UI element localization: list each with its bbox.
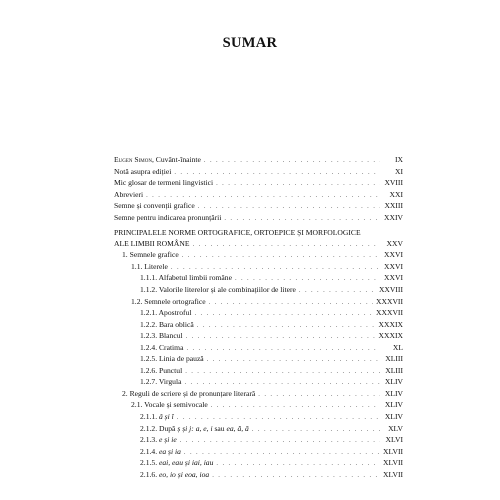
toc-entry-title: ALE LIMBII ROMÂNE <box>114 238 190 248</box>
toc-entry-page-number: XLIV <box>384 377 403 387</box>
toc-entry-page-number: XXVI <box>384 250 403 260</box>
toc-entry-author: Eugen Simon <box>114 155 152 164</box>
toc-dot-leader <box>185 367 380 378</box>
toc-entry[interactable] <box>114 178 403 190</box>
toc-dot-leader <box>193 240 380 251</box>
toc-entry[interactable] <box>114 400 403 412</box>
toc-dot-leader <box>186 332 376 343</box>
toc-entry-title: 1.1.1. Alfabetul limbii române <box>140 273 232 283</box>
toc-entry-page-number: XXIV <box>384 212 403 222</box>
toc-dot-leader <box>207 355 380 366</box>
toc-entry[interactable] <box>114 297 403 309</box>
toc-entry-title: 2. Reguli de scriere și de pronunțare literară <box>122 388 256 398</box>
toc-entry-title: 1. Semnele grafice <box>122 250 179 260</box>
toc-entry-page-number: XXXVII <box>376 296 403 306</box>
toc-dot-leader <box>224 214 380 225</box>
toc-entry-page-number: XLVII <box>383 469 403 479</box>
toc-entry[interactable] <box>114 320 403 332</box>
toc-entry-title: Semne pentru indicarea pronunțării <box>114 212 222 222</box>
toc-entry-page-number: XLIV <box>384 400 403 410</box>
toc-dot-leader <box>252 425 380 436</box>
toc-dot-leader <box>180 436 380 447</box>
toc-entry-title: Notă asupra ediției <box>114 166 172 176</box>
toc-dot-leader <box>182 251 380 262</box>
toc-entry-page-number: XXXIX <box>378 319 403 329</box>
toc-entry-title: Semne și convenții grafice <box>114 201 195 211</box>
toc-entry-title: 2.1.1. â și î <box>140 412 174 422</box>
toc-entry-title: 2.1. Vocale și semivocale <box>131 400 208 410</box>
toc-dot-leader <box>198 202 380 213</box>
toc-dot-leader <box>197 321 376 332</box>
toc-entry-title: 1.2.4. Cratima <box>140 342 184 352</box>
toc-entry-title: 1.2.2. Bara oblică <box>140 319 194 329</box>
toc-entry-title: Abrevieri <box>114 189 144 199</box>
toc-entry-page-number: XLIII <box>385 365 403 375</box>
toc-entry[interactable] <box>114 435 403 447</box>
toc-entry-title: Eugen Simon, Cuvânt-înainte <box>114 155 201 164</box>
toc-dot-leader <box>212 471 380 482</box>
toc-entry-page-number: XXXVII <box>376 308 403 318</box>
toc-entry[interactable] <box>114 228 403 250</box>
toc-entry-page-number: XLIV <box>384 412 403 422</box>
toc-dot-leader <box>184 448 380 459</box>
toc-entry-page-number: XXVI <box>384 261 403 271</box>
toc-dot-leader <box>216 179 380 190</box>
toc-entry-title: 1.2.6. Punctul <box>140 365 183 375</box>
toc-entry[interactable] <box>114 201 403 213</box>
toc-entry-title: Mic glosar de termeni lingvistici <box>114 178 214 188</box>
toc-entry[interactable] <box>114 424 403 436</box>
toc-entry[interactable] <box>114 155 403 167</box>
toc-entry-page-number: XXIII <box>384 201 403 211</box>
page-title: SUMAR <box>222 35 278 51</box>
toc-entry[interactable] <box>114 250 403 262</box>
toc-entry-page-number: XI <box>394 166 403 176</box>
toc-entry-page-number: XLIII <box>385 354 403 364</box>
toc-entry-title: 2.1.3. e și ie <box>140 435 177 445</box>
toc-entry[interactable] <box>114 412 403 424</box>
toc-entry-title: 1.2.3. Blancul <box>140 331 183 341</box>
toc-entry[interactable] <box>114 262 403 274</box>
toc-entry-title: 2.1.2. După ș și j: a, e, i sau ea, ă, ă <box>140 423 249 433</box>
toc-entry-page-number: XVIII <box>384 178 403 188</box>
toc-entry-page-number: IX <box>394 155 403 164</box>
toc-dot-leader <box>211 401 380 412</box>
toc-entry-title: 2.1.5. eai, eau și iai, iau <box>140 458 214 468</box>
toc-entry-title: 2.1.4. ea și ia <box>140 446 181 456</box>
toc-entry[interactable] <box>114 366 403 378</box>
toc-dot-leader <box>186 344 380 355</box>
toc-entry[interactable] <box>114 343 403 355</box>
toc-dot-leader <box>177 413 380 424</box>
toc-entry-page-number: XL <box>392 342 403 352</box>
toc-entry-title: 1.2.5. Linia de pauză <box>140 354 204 364</box>
toc-entry[interactable] <box>114 213 403 225</box>
toc-entry-title: 1.1.2. Valorile literelor și ale combinațiilor de litere <box>140 285 296 295</box>
toc-entry[interactable] <box>114 354 403 366</box>
toc-dot-leader <box>184 378 380 389</box>
toc-entry-page-number: XLV <box>388 423 403 433</box>
toc-entry-page-number: XLVII <box>383 458 403 468</box>
toc-entry[interactable] <box>114 167 403 179</box>
toc-dot-leader <box>216 459 380 470</box>
toc-entry-heading-line: PRINCIPALELE NORME ORTOGRAFICE, ORTOEPICE ȘI MORFOLOGICE <box>114 228 361 238</box>
toc-dot-leader <box>146 191 380 202</box>
toc-dot-leader <box>171 263 380 274</box>
toc-entry-page-number: XXVIII <box>378 285 403 295</box>
toc-entry[interactable] <box>114 273 403 285</box>
toc-entry-page-number: XXXIX <box>378 331 403 341</box>
toc-entry[interactable] <box>114 458 403 470</box>
toc-entry-page-number: XXVI <box>384 273 403 283</box>
toc-entry-title: 1.2.7. Virgula <box>140 377 182 387</box>
toc-entry[interactable] <box>114 308 403 320</box>
toc-dot-leader <box>174 168 380 179</box>
toc-entry[interactable] <box>114 470 403 482</box>
toc-entry-title: 1.2.1. Apostroful <box>140 308 192 318</box>
toc-entry-page-number: XLVII <box>383 446 403 456</box>
toc-entry[interactable] <box>114 389 403 401</box>
toc-entry-title: 1.2. Semnele ortografice <box>131 296 206 306</box>
toc-dot-leader <box>194 309 373 320</box>
toc-entry[interactable] <box>114 377 403 389</box>
toc-entry[interactable] <box>114 285 403 297</box>
toc-dot-leader <box>299 286 376 297</box>
toc-entry[interactable] <box>114 447 403 459</box>
toc-entry-title: 1.1. Literele <box>131 261 168 271</box>
table-of-contents <box>114 155 403 481</box>
toc-dot-leader <box>258 390 380 401</box>
toc-entry-page-number: XXI <box>389 189 403 199</box>
toc-dot-leader <box>204 156 380 167</box>
toc-dot-leader <box>209 298 373 309</box>
toc-entry[interactable] <box>114 331 403 343</box>
toc-entry[interactable] <box>114 190 403 202</box>
toc-entry-page-number: XLIV <box>384 388 403 398</box>
toc-entry-page-number: XXV <box>386 238 403 248</box>
toc-entry-title: 2.1.6. eo, io și eoa, ioa <box>140 469 210 479</box>
toc-entry-page-number: XLVI <box>385 435 403 445</box>
toc-dot-leader <box>235 274 380 285</box>
